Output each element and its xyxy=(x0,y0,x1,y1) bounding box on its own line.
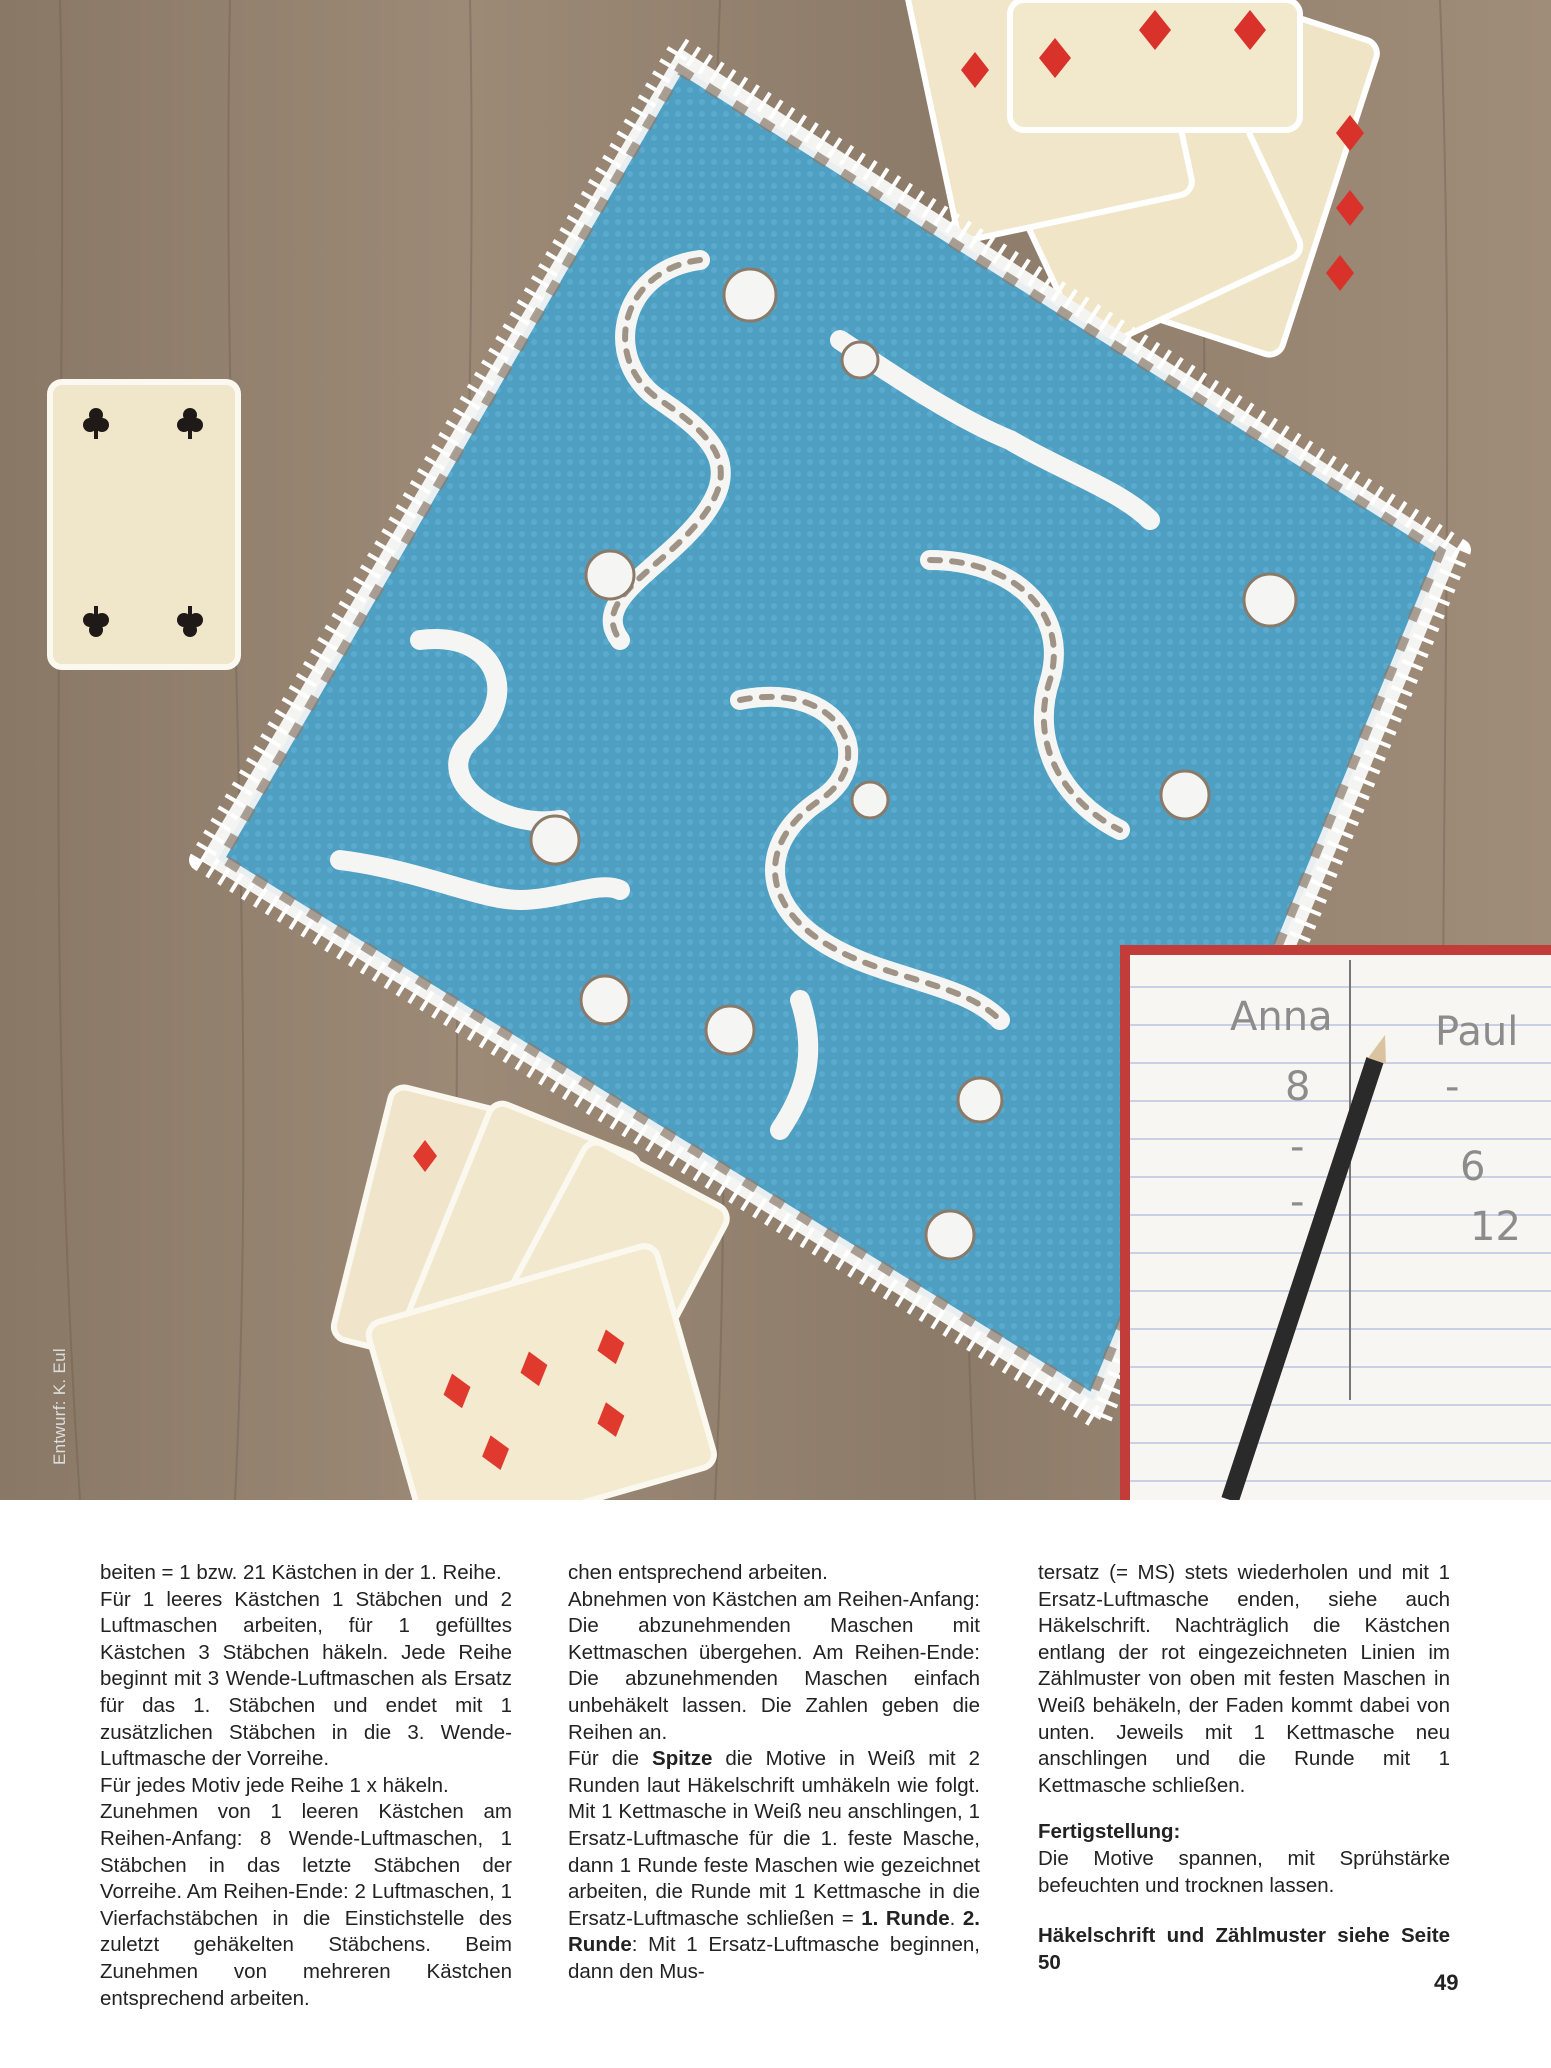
spitze-continuation-col2: : Mit 1 Ersatz-Luftmasche beginnen, dann den Mus- xyxy=(568,1933,980,1983)
photo-credit: Entwurf: K. Eul xyxy=(50,1348,69,1465)
svg-text:Anna: Anna xyxy=(1230,994,1333,1040)
paragraph-spitze: Für die Spitze die Motive in Weiß mit 2 Runden laut Häkelschrift umhäkeln wie folgt. Mit 1 Kettmasche in Weiß neu anschlingen, 1 Ersatz-Luftmasche für die 1. feste Masche, dann 1 Runde feste Maschen wie gezeichnet arbeiten, die Runde mit 1 Kettmasche in die Ersatz-Luftmasche schließen = 1. Runde. 2. Runde: Mit 1 Ersatz-Luftmasche beginnen, dann den Mus- xyxy=(568,1747,980,1983)
page-reference: Häkelschrift und Zählmuster siehe Seite 50 xyxy=(1038,1924,1450,1974)
club-card xyxy=(50,382,238,667)
text-column-3 xyxy=(1038,1560,1450,1976)
svg-text:12: 12 xyxy=(1470,1204,1521,1250)
svg-text:-: - xyxy=(1445,1064,1460,1110)
paragraph: Für jedes Motiv jede Reihe 1 x häkeln. xyxy=(100,1773,449,1797)
paragraph: Für 1 leeres Kästchen 1 Stäbchen und 2 Luftmaschen arbeiten, für 1 gefülltes Kästchen 3 Stäbchen häkeln. Jede Reihe beginnt mit 3 Wende-Luftmaschen als Ersatz für das 1. Stäbchen und endet mit 1 zusätzlichen Stäbchen in die 3. Wende-Luftmasche der Vorreihe. xyxy=(100,1587,512,1771)
paragraph: tersatz (= MS) stets wiederholen und mit 1 Ersatz-Luftmasche enden, siehe auch Häkelschrift. Nachträglich die Kästchen entlang der rot eingezeichneten Linien im Zählmuster von oben mit festen Maschen in Weiß behäkeln, der Faden kommt dabei von unten. Jeweils mit 1 Kettmasche neu anschlingen und die Runde mit 1 Kettmasche schließen. xyxy=(1038,1561,1450,1797)
svg-text:6: 6 xyxy=(1460,1144,1486,1190)
paragraph: Die Motive spannen, mit Sprühstärke befeuchten und trocknen lassen. xyxy=(1038,1846,1450,1897)
page-number: 49 xyxy=(1434,1970,1459,1995)
paragraph: chen entsprechend arbeiten. xyxy=(568,1561,828,1584)
paragraph: Abnehmen von Kästchen am Reihen-Anfang: Die abzunehmenden Maschen mit Kettmaschen übergehen. Am Reihen-Ende: Die abzunehmenden Maschen einfach unbehäkelt lassen. Die Zahlen geben die Reihen an. xyxy=(568,1587,980,1744)
svg-text:-: - xyxy=(1290,1124,1305,1170)
section-heading: Fertigstellung: xyxy=(1038,1820,1181,1844)
paragraph: Zunehmen von 1 leeren Kästchen am Reihen-Anfang: 8 Wende-Luftmaschen, 1 Stäbchen in das letzte Stäbchen der Vorreihe. Am Reihen-Ende: 2 Luftmaschen, 1 Vierfachstäbchen in die Einstichstelle des zuletzt gehäkelten Stäbchens. Beim Zunehmen von mehreren Kästchen entsprechend arbeiten. xyxy=(100,1800,512,2010)
text-column-1 xyxy=(100,1560,512,2012)
paragraph: beiten = 1 bzw. 21 Kästchen in der 1. Reihe. xyxy=(100,1561,502,1584)
text-column-2 xyxy=(568,1560,980,1986)
svg-text:-: - xyxy=(1290,1179,1305,1225)
svg-text:Paul: Paul xyxy=(1435,1009,1519,1055)
svg-text:8: 8 xyxy=(1285,1064,1311,1110)
